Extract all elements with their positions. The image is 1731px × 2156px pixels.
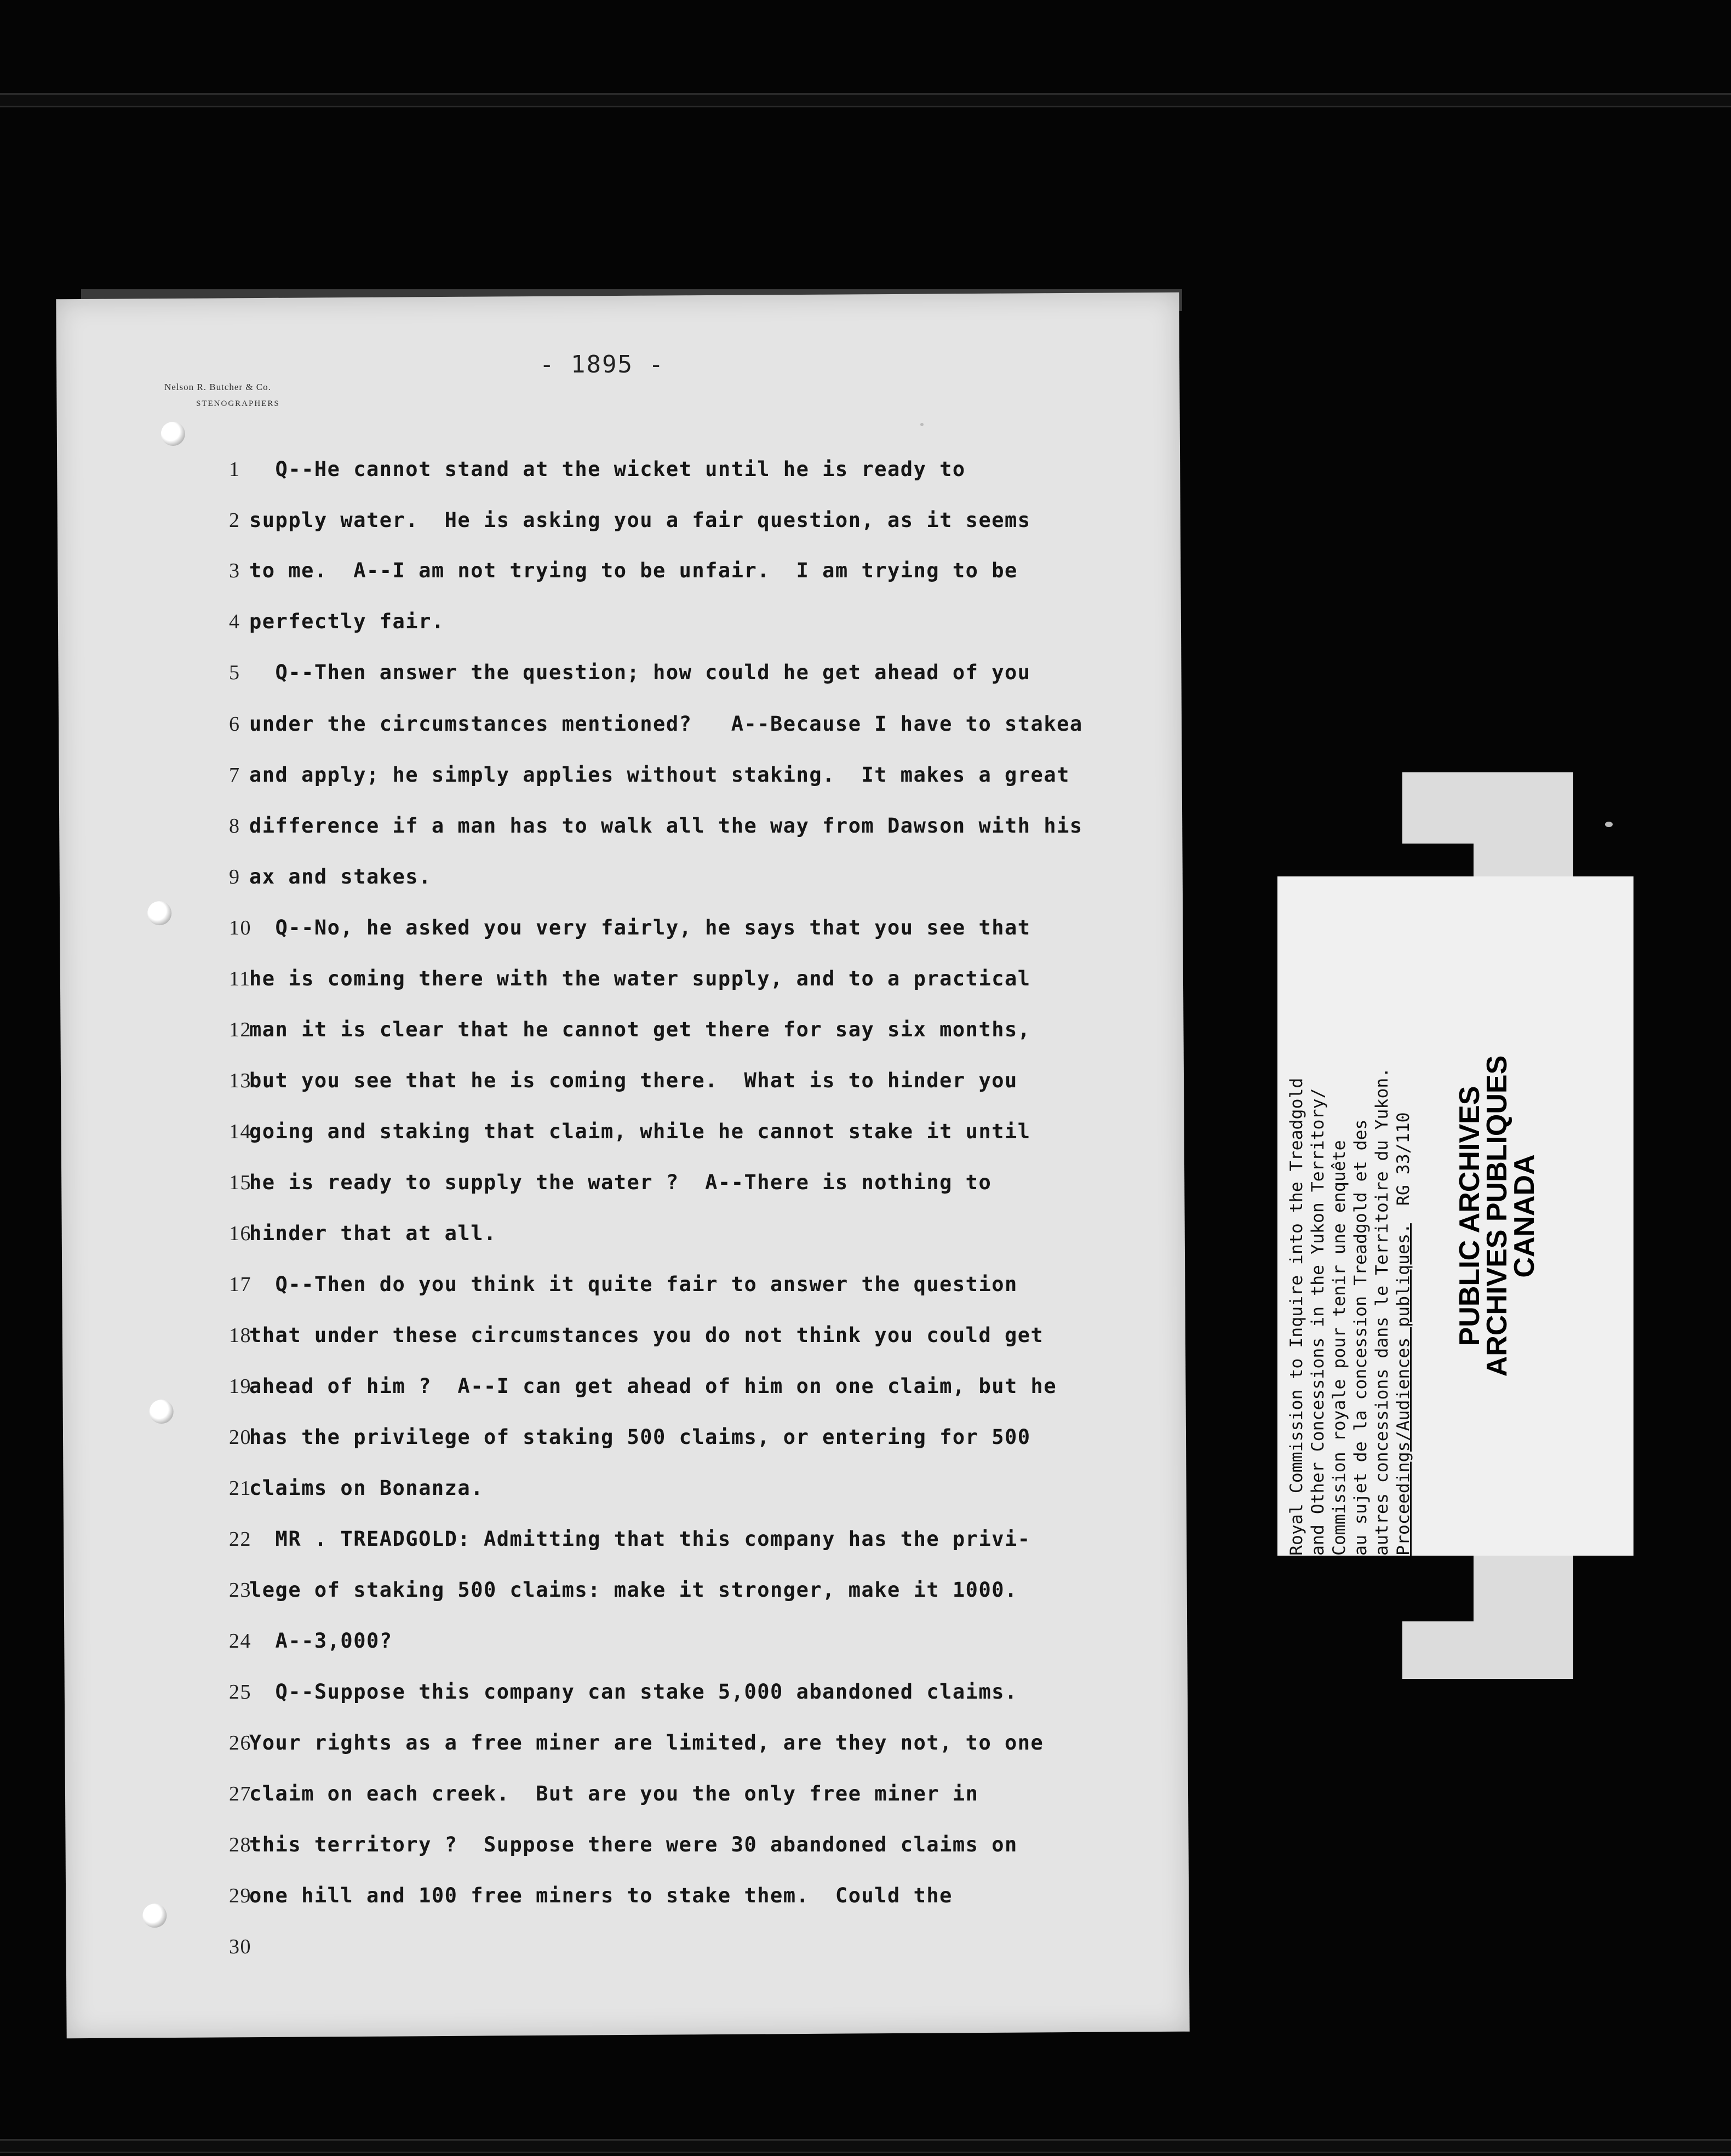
transcript-line	[0, 1782, 1096, 1815]
line-number: 12	[229, 1018, 251, 1041]
line-number: 22	[229, 1528, 251, 1551]
transcript-line	[0, 1884, 1096, 1917]
line-text: under the circumstances mentioned? A--Because I have to stakea	[249, 712, 1083, 736]
transcript-page	[56, 293, 1189, 2038]
transcript-line	[0, 1527, 1096, 1560]
line-text: has the privilege of staking 500 claims, or entering for 500	[249, 1425, 1031, 1449]
film-speck	[920, 423, 924, 426]
line-text: lege of staking 500 claims: make it stronger, make it 1000.	[249, 1578, 1018, 1602]
transcript-line	[0, 457, 1096, 490]
transcript-line	[0, 559, 1096, 592]
transcript-line	[0, 1425, 1096, 1458]
line-text: A--3,000?	[249, 1629, 393, 1653]
transcript-line	[0, 610, 1096, 643]
line-number: 29	[229, 1884, 251, 1907]
transcript-line	[0, 967, 1096, 1000]
transcript-line	[0, 1272, 1096, 1305]
line-text: Q--Suppose this company can stake 5,000 abandoned claims.	[249, 1680, 1018, 1704]
line-text: man it is clear that he cannot get there for say six months,	[249, 1018, 1031, 1041]
film-edge-bottom	[0, 2139, 1731, 2153]
line-number: 30	[229, 1935, 251, 1958]
line-number: 23	[229, 1579, 251, 1602]
line-text: Q--He cannot stand at the wicket until he is ready to	[249, 457, 966, 481]
page-number: - 1895 -	[540, 351, 664, 379]
line-number: 28	[229, 1833, 251, 1856]
transcript-line	[0, 1069, 1096, 1102]
line-number: 19	[229, 1375, 251, 1398]
transcript-line	[0, 1323, 1096, 1356]
line-number: 14	[229, 1120, 251, 1143]
line-number: 17	[229, 1273, 251, 1296]
transcript-line	[0, 1222, 1096, 1254]
line-text: ax and stakes.	[249, 865, 432, 888]
line-number: 6	[229, 713, 240, 736]
line-text: this territory ? Suppose there were 30 abandoned claims on	[249, 1833, 1018, 1856]
transcript-line	[0, 1629, 1096, 1662]
transcript-line	[0, 763, 1096, 796]
transcript-line	[0, 1833, 1096, 1866]
card-line: Commission royale pour tenir une enquête	[1329, 1140, 1349, 1556]
line-text: MR . TREADGOLD: Admitting that this company has the privi-	[249, 1527, 1031, 1551]
line-text: Your rights as a free miner are limited, are they not, to one	[249, 1731, 1044, 1754]
line-number: 10	[229, 916, 251, 939]
line-text: difference if a man has to walk all the way from Dawson with his	[249, 814, 1083, 838]
archives-label-line: PUBLIC ARCHIVES	[1454, 1086, 1486, 1346]
line-number: 24	[229, 1630, 251, 1653]
letterhead-role: STENOGRAPHERS	[196, 399, 280, 408]
line-text: Q--No, he asked you very fairly, he says that you see that	[249, 916, 1031, 939]
line-number: 1	[229, 458, 240, 481]
line-number: 5	[229, 661, 240, 684]
line-number: 20	[229, 1426, 251, 1449]
line-text: hinder that at all.	[249, 1222, 497, 1245]
line-text: he is ready to supply the water ? A--There is nothing to	[249, 1171, 992, 1194]
public-archives-stamp	[1456, 1052, 1538, 1380]
transcript-line	[0, 1935, 1096, 1968]
line-number: 15	[229, 1171, 251, 1194]
line-text: one hill and 100 free miners to stake them. Could the	[249, 1884, 953, 1907]
line-number: 25	[229, 1681, 251, 1704]
transcript-line	[0, 1680, 1096, 1713]
line-text: to me. A--I am not trying to be unfair. I am trying to be	[249, 559, 1018, 582]
transcript-line	[0, 1374, 1096, 1407]
line-text: that under these circumstances you do not think you could get	[249, 1323, 1044, 1347]
transcript-line	[0, 1578, 1096, 1611]
card-line-underlined: Proceedings/Audiences publiques.	[1394, 1223, 1413, 1556]
line-text: ahead of him ? A--I can get ahead of him on one claim, but he	[249, 1374, 1057, 1398]
line-text: he is coming there with the water supply, and to a practical	[249, 967, 1031, 990]
line-number: 3	[229, 559, 240, 582]
punch-hole	[161, 422, 185, 446]
transcript-line	[0, 1476, 1096, 1509]
archives-label-line: CANADA	[1509, 1154, 1540, 1278]
line-number: 4	[229, 610, 240, 633]
line-number: 2	[229, 509, 240, 532]
line-number: 18	[229, 1324, 251, 1347]
card-line: Royal Commission to Inquire into the Treadgold	[1287, 1077, 1306, 1556]
transcript-line	[0, 712, 1096, 745]
transcript-line	[0, 1018, 1096, 1051]
line-text: Q--Then answer the question; how could he get ahead of you	[249, 661, 1031, 684]
film-speck	[1605, 822, 1613, 827]
transcript-line	[0, 1120, 1096, 1152]
line-text: Q--Then do you think it quite fair to answer the question	[249, 1272, 1018, 1296]
line-number: 16	[229, 1222, 251, 1245]
transcript-line	[0, 865, 1096, 898]
transcript-line	[0, 1171, 1096, 1203]
card-line: and Other Concessions in the Yukon Territory/	[1308, 1088, 1328, 1556]
line-number: 9	[229, 865, 240, 888]
line-text: going and staking that claim, while he cannot stake it until	[249, 1120, 1031, 1143]
line-text: claim on each creek. But are you the only free miner in	[249, 1782, 979, 1805]
record-group-number: RG 33/110	[1394, 1112, 1413, 1206]
archive-reference-text	[1286, 890, 1434, 1556]
line-number: 7	[229, 764, 240, 787]
line-number: 21	[229, 1477, 251, 1500]
transcript-line	[0, 661, 1096, 693]
letterhead-firm: Nelson R. Butcher & Co.	[164, 382, 271, 392]
line-number: 26	[229, 1731, 251, 1754]
letterhead	[164, 382, 362, 409]
transcript-line	[0, 916, 1096, 949]
card-line: au sujet de la concession Treadgold et des	[1351, 1119, 1371, 1556]
line-text: supply water. He is asking you a fair question, as it seems	[249, 508, 1031, 532]
film-edge-top	[0, 93, 1731, 107]
archive-tab-cutout	[1391, 1550, 1474, 1621]
line-text: but you see that he is coming there. What is to hinder you	[249, 1069, 1018, 1092]
line-number: 27	[229, 1782, 251, 1805]
line-number: 13	[229, 1069, 251, 1092]
line-text: claims on Bonanza.	[249, 1476, 484, 1500]
transcript-line	[0, 508, 1096, 541]
archives-label-line: ARCHIVES PUBLIQUES	[1481, 1055, 1513, 1377]
transcript-line	[0, 814, 1096, 847]
line-number: 8	[229, 815, 240, 838]
transcript-line	[0, 1731, 1096, 1764]
line-number: 11	[229, 967, 251, 990]
line-text: and apply; he simply applies without staking. It makes a great	[249, 763, 1070, 787]
card-line: autres concessions dans le Territoire du Yukon.	[1372, 1067, 1392, 1556]
line-text: perfectly fair.	[249, 610, 445, 633]
